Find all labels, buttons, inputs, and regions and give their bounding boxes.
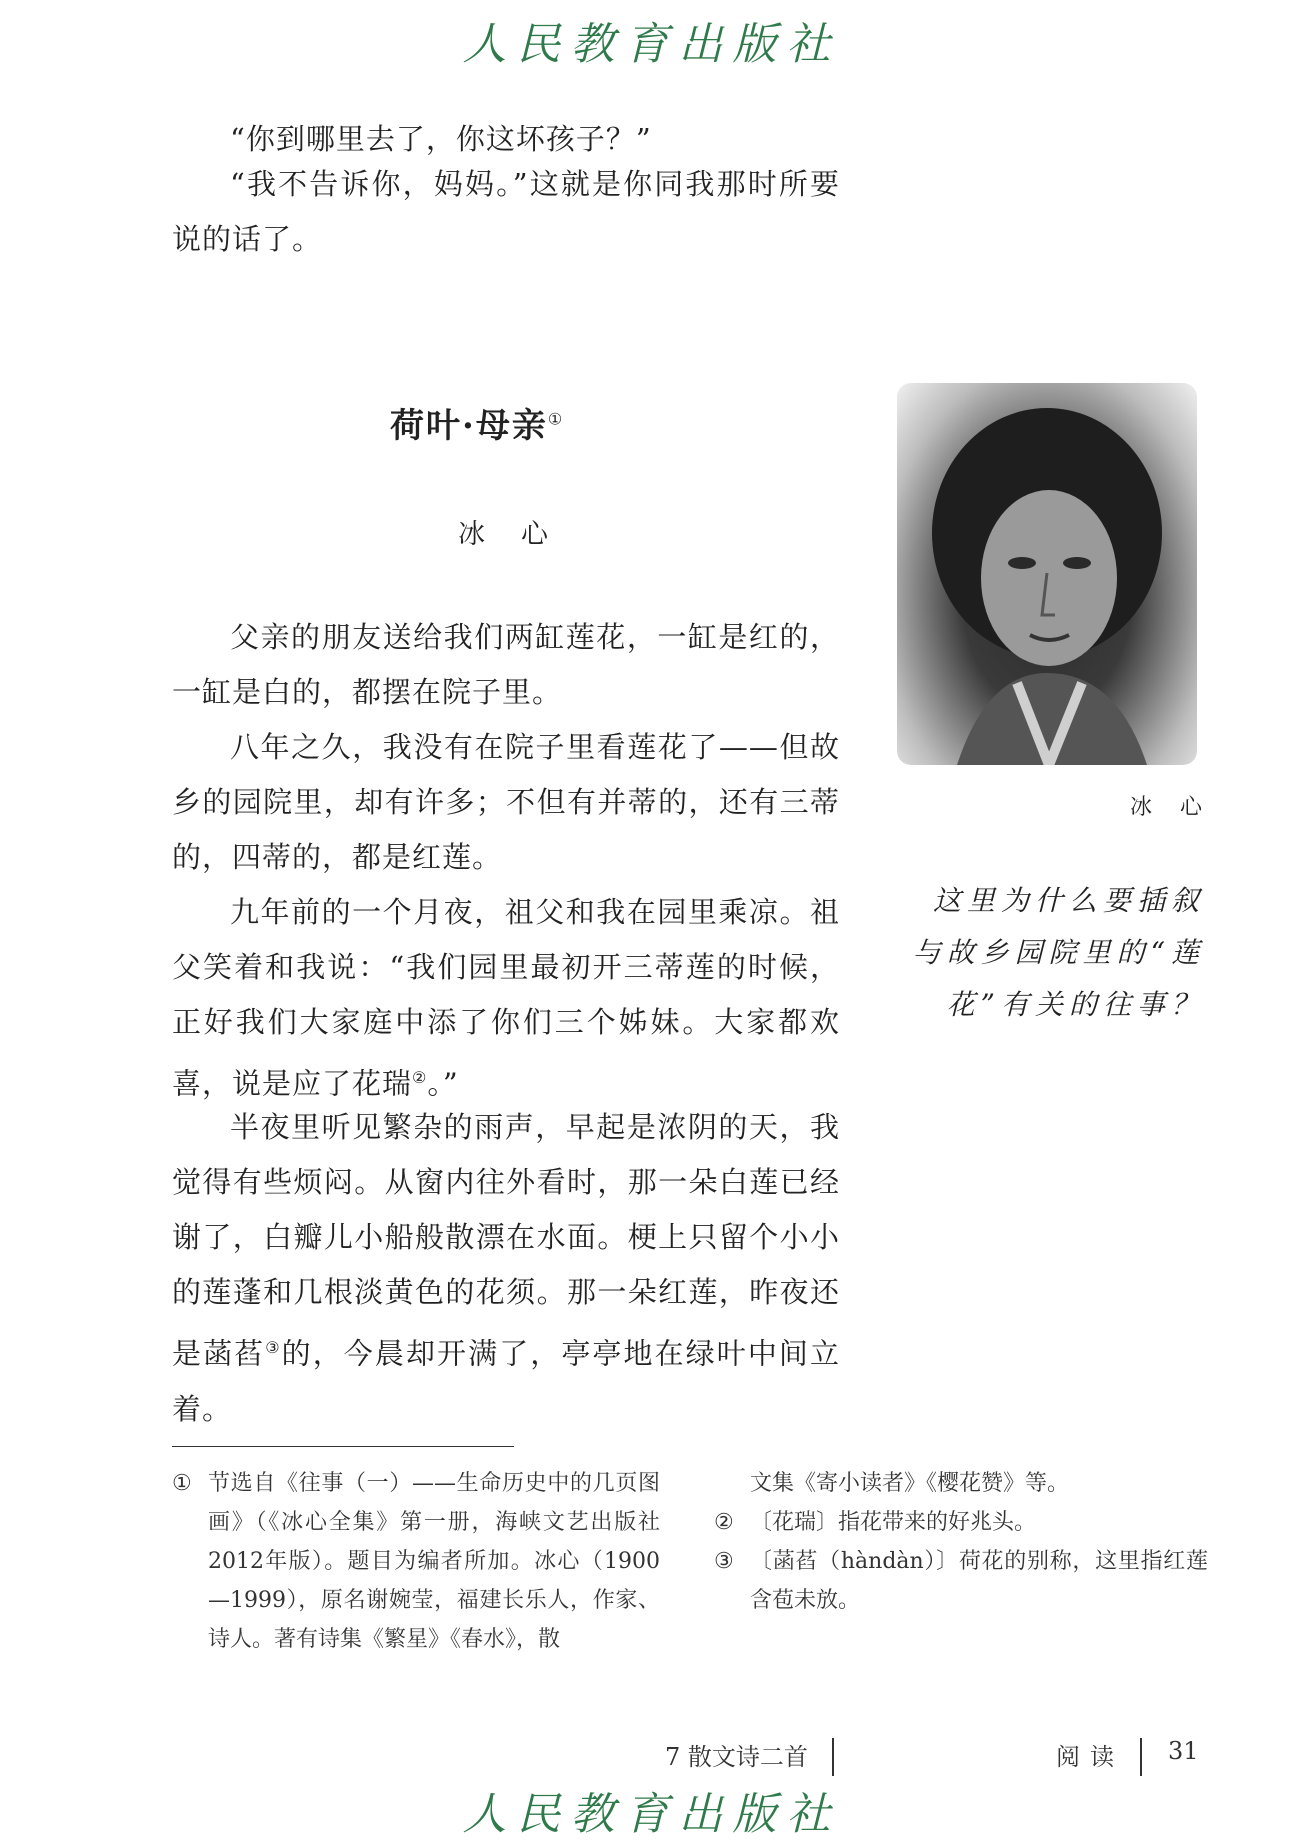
footer-divider (832, 1738, 834, 1776)
footnote-1-continued (714, 1464, 1208, 1503)
footer-divider (1140, 1738, 1142, 1776)
article-title (390, 398, 564, 447)
footer-section: 阅读 (1056, 1743, 1124, 1771)
publisher-logo-top: 人民教育出版社 (462, 19, 841, 70)
portrait-illustration (897, 383, 1197, 765)
footnote-1 (172, 1464, 660, 1659)
author-portrait-photo (897, 383, 1197, 765)
article-title-text: 荷叶·母亲 (390, 406, 548, 446)
footnote-rule (172, 1446, 514, 1447)
publisher-logo-bottom: 人民教育出版社 (462, 1789, 841, 1840)
footnote-mark-3: ③ (265, 1338, 282, 1357)
paragraph-4-text: 半夜里听见繁杂的雨声，早起是浓阴的天，我觉得有些烦闷。从窗内往外看时，那一朵白莲已经谢了，白瓣儿小船般散漂在水面。梗上只留个小小的莲蓬和几根淡黄色的花须。那一朵红莲，昨夜还是菡萏 (172, 1110, 840, 1371)
footnotes-left-column (172, 1464, 660, 1659)
side-question: 这里为什么要插叙与故乡园院里的“莲花”有关的往事？ (912, 884, 1205, 1021)
footnote-2-text: 〔花瑞〕指花带来的好兆头。 (750, 1510, 1037, 1535)
intro-line-2: “我不告诉你，妈妈。”这就是你同我那时所要说的话了。 (172, 167, 840, 256)
paragraph-1: 父亲的朋友送给我们两缸莲花，一缸是红的，一缸是白的，都摆在院子里。 (172, 620, 840, 709)
paragraph-3 (172, 885, 840, 1112)
footnote-1-continued-indent (714, 1464, 750, 1503)
page-number: 31 (1168, 1737, 1199, 1765)
footnote-2-number: ② (714, 1510, 734, 1535)
title-footnote-mark: ① (547, 409, 565, 429)
footnote-2 (714, 1503, 1208, 1542)
footnote-1-continued-text: 文集《寄小读者》《樱花赞》等。 (750, 1471, 1070, 1496)
intro-line-1: “你到哪里去了，你这坏孩子？” (230, 122, 652, 156)
footnote-3 (714, 1542, 1208, 1620)
photo-caption: 冰心 (1130, 795, 1231, 820)
article-author: 冰心 (458, 519, 584, 550)
footnote-3-number: ③ (714, 1549, 734, 1574)
footnote-1-text: 节选自《往事（一）——生命历史中的几页图画》（《冰心全集》第一册，海峡文艺出版社2012年版）。题目为编者所加。冰心（1900—1999），原名谢婉莹，福建长乐人，作家、诗人。著有诗集《繁星》《春水》，散 (208, 1471, 660, 1652)
paragraph-3-end: 。” (427, 1066, 459, 1101)
paragraph-3-text: 九年前的一个月夜，祖父和我在园里乘凉。祖父笑着和我说：“我们园里最初开三蒂莲的时候，正好我们大家庭中添了你们三个姊妹。大家都欢喜，说是应了花瑞 (172, 895, 840, 1101)
paragraph-4-end: 的，今晨却开满了，亭亭地在绿叶中间立着。 (172, 1336, 840, 1426)
footnotes-right-column (714, 1464, 1208, 1620)
footnote-3-text: 〔菡萏（hàndàn）〕荷花的别称，这里指红莲含苞未放。 (750, 1549, 1208, 1613)
paragraph-4 (172, 1100, 840, 1437)
footnote-1-number: ① (172, 1471, 192, 1496)
paragraph-2: 八年之久，我没有在院子里看莲花了——但故乡的园院里，却有许多；不但有并蒂的，还有三蒂的，四蒂的，都是红莲。 (172, 730, 840, 874)
footnote-mark-2: ② (412, 1068, 428, 1087)
footer-chapter: 7 散文诗二首 (665, 1743, 808, 1771)
